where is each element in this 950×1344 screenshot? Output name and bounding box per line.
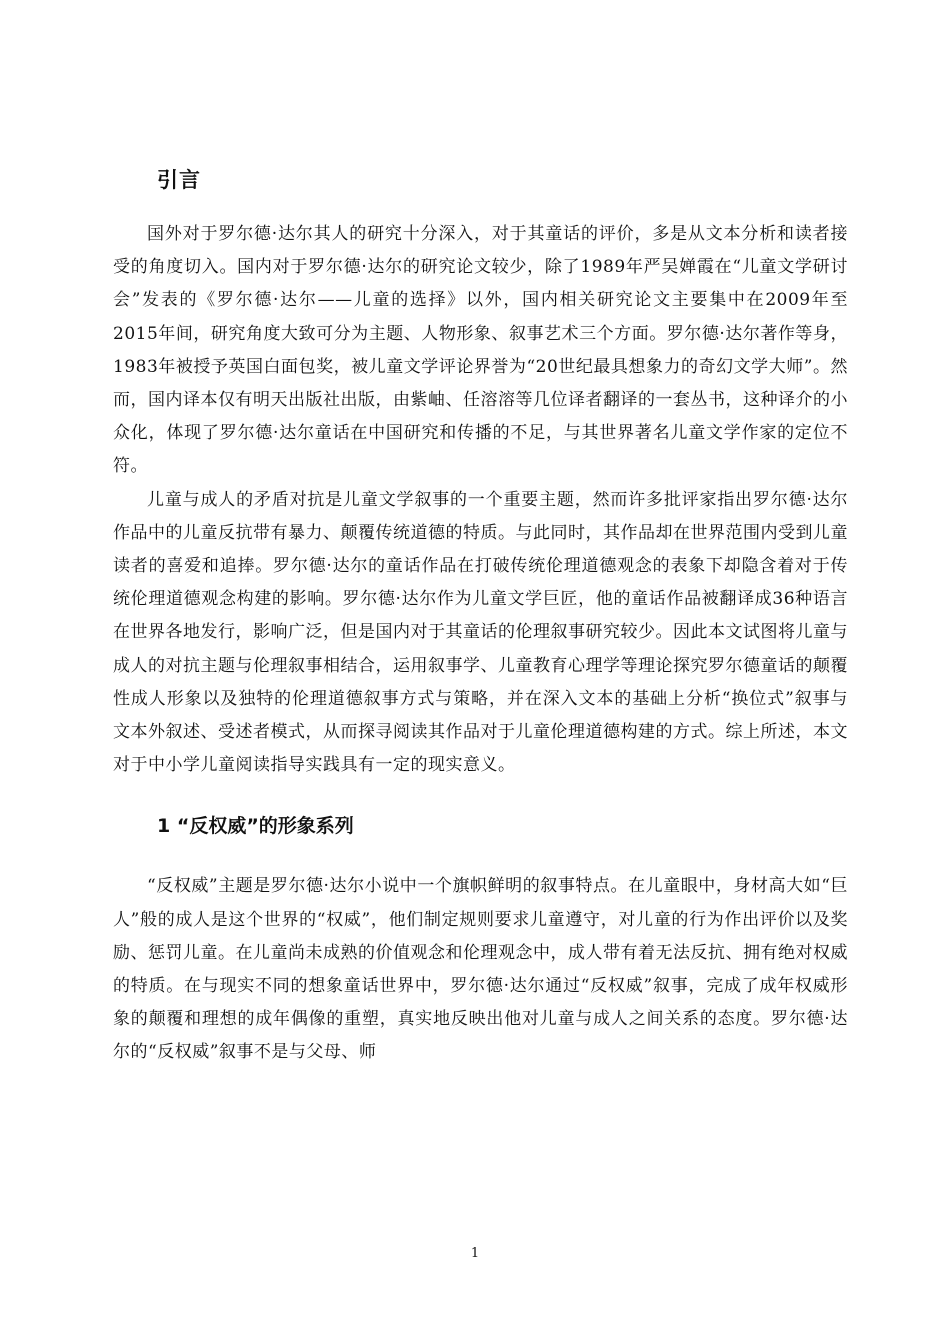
intro-paragraph-2: 儿童与成人的矛盾对抗是儿童文学叙事的一个重要主题，然而许多批评家指出罗尔德·达尔作品中的儿童反抗带有暴力、颠覆传统道德的特质。与此同时，其作品却在世界范围内受到儿童读者的喜爱和追捧。罗尔德·达尔的童话作品在打破传统伦理道德观念的表象下却隐含着对于传统伦理道德观念构建的影响。罗尔德·达尔作为儿童文学巨匠，他的童话作品被翻译成36种语言在世界各地发行，影响广泛，但是国内对于其童话的伦理叙事研究较少。因此本文试图将儿童与成人的对抗主题与伦理叙事相结合，运用叙事学、儿童教育心理学等理论探究罗尔德童话的颠覆性成人形象以及独特的伦理道德叙事方式与策略，并在深入文本的基础上分析“换位式”叙事与文本外叙述、受述者模式，从而探寻阅读其作品对于儿童伦理道德构建的方式。综上所述，本文对于中小学儿童阅读指导实践具有一定的现实意义。 — [113, 489, 848, 776]
page-content — [113, 160, 848, 1070]
section-1-heading: 1 “反权威”的形象系列 — [157, 815, 354, 838]
intro-heading: 引言 — [157, 168, 201, 192]
intro-paragraph-1: 国外对于罗尔德·达尔其人的研究十分深入，对于其童话的评价，多是从文本分析和读者接受的角度切入。国内对于罗尔德·达尔的研究论文较少，除了1989年严吴婵霞在“儿童文学研讨会”发表的《罗尔德·达尔——儿童的选择》以外，国内相关研究论文主要集中在2009年至2015年间，研究角度大致可分为主题、人物形象、叙事艺术三个方面。罗尔德·达尔著作等身，1983年被授予英国白面包奖，被儿童文学评论界誉为“20世纪最具想象力的奇幻文学大师”。然而，国内译本仅有明天出版社出版，由紫岫、任溶溶等几位译者翻译的一套丛书，这种译介的小众化，体现了罗尔德·达尔童话在中国研究和传播的不足，与其世界著名儿童文学作家的定位不符。 — [113, 224, 848, 477]
section-1-paragraph-1: “反权威”主题是罗尔德·达尔小说中一个旗帜鲜明的叙事特点。在儿童眼中，身材高大如“巨人”般的成人是这个世界的“权威”，他们制定规则要求儿童遵守，对儿童的行为作出评价以及奖励、惩罚儿童。在儿童尚未成熟的价值观念和伦理观念中，成人带有着无法反抗、拥有绝对权威的特质。在与现实不同的想象童话世界中，罗尔德·达尔通过“反权威”叙事，完成了成年权威形象的颠覆和理想的成年偶像的重塑，真实地反映出他对儿童与成人之间关系的态度。罗尔德·达尔的“反权威”叙事不是与父母、师 — [113, 876, 848, 1063]
page-number: 1 — [470, 1246, 480, 1261]
